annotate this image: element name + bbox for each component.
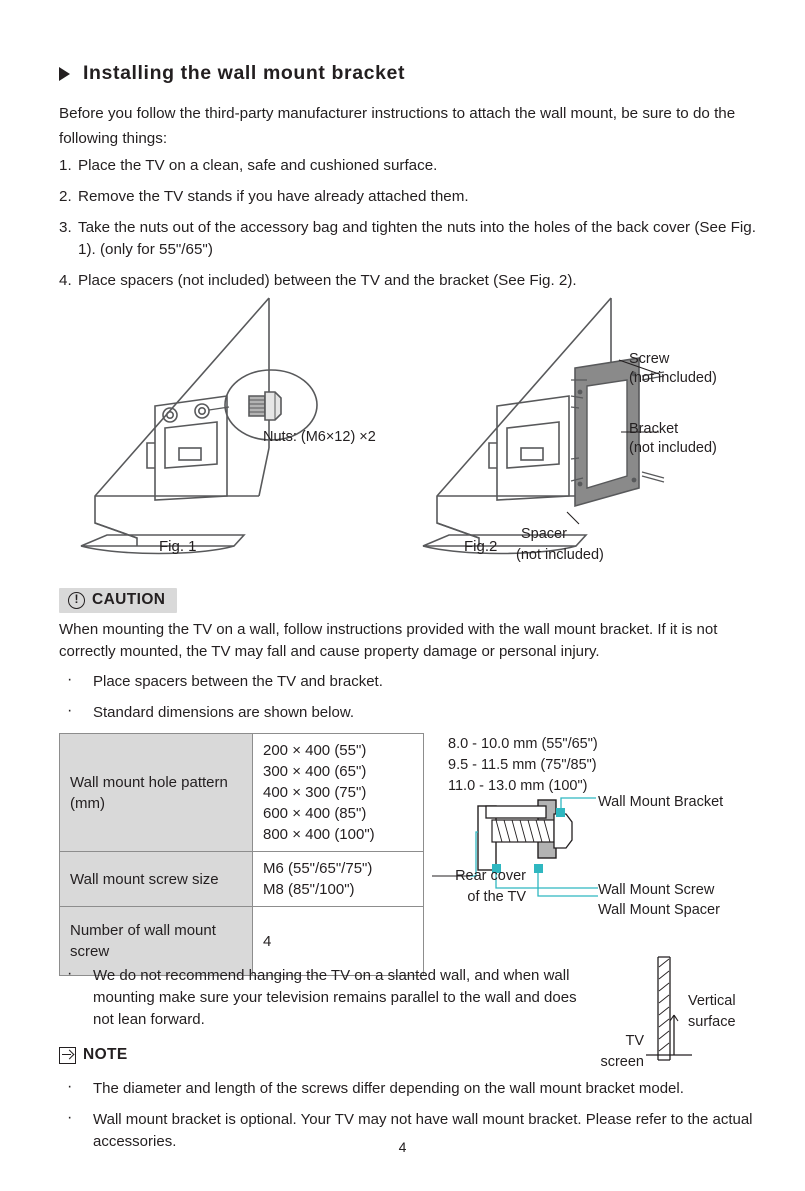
bullet-icon: · xyxy=(67,702,73,719)
step-number: 1. xyxy=(59,157,72,174)
page-title-text: Installing the wall mount bracket xyxy=(83,62,406,84)
caution-bullets xyxy=(59,671,699,733)
slant-wall-note xyxy=(59,965,579,1040)
step-number: 2. xyxy=(59,188,72,205)
bracket-label-line1: Bracket xyxy=(629,421,679,437)
table-cell-value: M6 (55"/65"/75") xyxy=(253,852,424,880)
step-text: Remove the TV stands if you have already attached them. xyxy=(78,188,469,205)
step-text: Place the TV on a clean, safe and cushioned surface. xyxy=(78,157,438,174)
intro-paragraph: Before you follow the third-party manufacturer instructions to attach the wall mount, be sure to do the following things: xyxy=(59,105,736,147)
note-arrow-icon xyxy=(59,1047,76,1064)
table-row-label: Number of wall mount screw xyxy=(60,907,253,976)
note-label: NOTE xyxy=(83,1046,128,1063)
caution-badge xyxy=(59,588,177,613)
spec-table xyxy=(59,733,424,976)
table-cell-value: 300 × 400 (65") xyxy=(253,761,424,782)
bullet-text: Standard dimensions are shown below. xyxy=(93,704,354,721)
bullet-icon: · xyxy=(67,1078,73,1095)
wall-mount-bracket-label: Wall Mount Bracket xyxy=(598,794,724,810)
vertical-surface-label xyxy=(688,991,736,1033)
triangle-right-icon xyxy=(59,67,70,81)
mount-dimension-list xyxy=(448,734,598,797)
mount-dimension-3: 11.0 - 13.0 mm (100") xyxy=(448,778,588,794)
screw-label-line1: Screw xyxy=(629,351,670,367)
caution-text: When mounting the TV on a wall, follow instructions provided with the wall mount bracket. If it is not correctly mounted, the TV may fall and cause property damage or personal injury. xyxy=(59,621,718,660)
tv-screen-label-line2: screen xyxy=(600,1054,644,1070)
bullet-text: The diameter and length of the screws differ depending on the wall mount bracket model. xyxy=(93,1080,684,1097)
step-number: 3. xyxy=(59,219,72,236)
figure-1-caption: Fig. 1 xyxy=(159,538,197,555)
warning-circle-icon xyxy=(68,592,85,609)
figure-2-caption: Fig.2 xyxy=(464,538,498,555)
wall-mount-screw-label: Wall Mount Screw xyxy=(598,882,715,898)
list-item xyxy=(59,155,759,177)
list-item xyxy=(59,1078,759,1100)
bullet-text: Place spacers between the TV and bracket. xyxy=(93,673,383,690)
rear-cover-label-line2: of the TV xyxy=(467,889,526,905)
bullet-icon: · xyxy=(67,1109,73,1126)
rear-cover-label-line1: Rear cover xyxy=(455,868,526,884)
table-cell-value: 600 × 400 (85") xyxy=(253,803,424,824)
bracket-label-line2: (not included) xyxy=(629,440,717,456)
bullet-icon: · xyxy=(67,671,73,688)
vertical-surface-label-line2: surface xyxy=(688,1014,736,1030)
note-badge xyxy=(59,1046,128,1064)
bullet-icon: · xyxy=(67,965,73,982)
figures-area xyxy=(59,288,759,573)
page-title xyxy=(59,62,405,85)
list-item xyxy=(59,702,699,724)
vertical-surface-diagram xyxy=(580,955,780,1070)
screw-label xyxy=(629,350,717,388)
steps-list xyxy=(59,155,759,301)
table-cell-value: 4 xyxy=(253,907,424,976)
step-text: Take the nuts out of the accessory bag and tighten the nuts into the holes of the back cover (See Fig. 1). (only for 55"/65") xyxy=(78,219,756,258)
mount-dimension-2: 9.5 - 11.5 mm (75"/85") xyxy=(448,757,597,773)
table-cell-value: 400 × 300 (75") xyxy=(253,782,424,803)
vertical-surface-label-line1: Vertical xyxy=(688,993,736,1009)
bullet-text: Wall mount bracket is optional. Your TV may not have wall mount bracket. Please refer to the actual accessories. xyxy=(93,1111,753,1150)
list-item xyxy=(59,217,759,261)
tv-screen-label-line1: TV xyxy=(625,1033,644,1049)
screw-label-line2: (not included) xyxy=(629,370,717,386)
list-item xyxy=(59,186,759,208)
table-row xyxy=(60,852,424,880)
table-cell-value: M8 (85"/100") xyxy=(253,879,424,907)
caution-label: CAUTION xyxy=(92,591,166,608)
mount-detail-diagram xyxy=(430,730,780,920)
mount-dimension-1: 8.0 - 10.0 mm (55"/65") xyxy=(448,736,598,752)
list-item xyxy=(59,671,699,693)
table-cell-value: 200 × 400 (55") xyxy=(253,734,424,762)
spacer-label-line1: Spacer xyxy=(521,526,567,542)
table-row-label: Wall mount hole pattern (mm) xyxy=(60,734,253,852)
list-item xyxy=(59,965,579,1031)
bullet-text: We do not recommend hanging the TV on a slanted wall, and when wall mounting make sure your television remains parallel to the wall and does not lean forward. xyxy=(93,967,577,1028)
table-row-label: Wall mount screw size xyxy=(60,852,253,907)
page-number: 4 xyxy=(398,1139,407,1155)
table-row xyxy=(60,734,424,762)
table-cell-value: 800 × 400 (100") xyxy=(253,824,424,852)
step-text: Place spacers (not included) between the TV and the bracket (See Fig. 2). xyxy=(78,272,577,289)
nuts-label: Nuts: (M6×12) ×2 xyxy=(263,429,376,445)
step-number: 4. xyxy=(59,272,72,289)
rear-cover-label xyxy=(406,866,526,908)
tv-screen-label xyxy=(572,1031,644,1073)
wall-mount-spacer-label: Wall Mount Spacer xyxy=(598,902,720,918)
spacer-label-line2: (not included) xyxy=(516,547,604,563)
bracket-label xyxy=(629,420,717,458)
